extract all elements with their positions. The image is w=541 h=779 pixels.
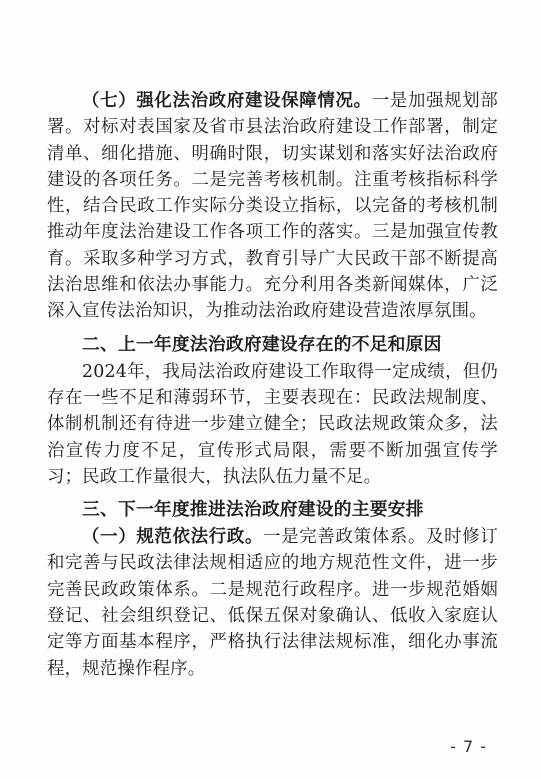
paragraph-lead: （一）规范依法行政。 [82, 527, 264, 548]
paragraph-guarantee [47, 88, 498, 325]
document-body [47, 88, 498, 682]
page-number: - 7 - [450, 737, 487, 756]
paragraph-text: 一是完善政策体系。及时修订和完善与民政法律法规相适应的地方规范性文件，进一步完善民政政策体系。二是规范行政程序。进一步规范婚姻登记、社会组织登记、低保五保对象确认、低收入家庭认定等方面基本程序，严格执行法律法规标准，细化办事流程，规范操作程序。 [47, 527, 498, 679]
paragraph-text: 一是加强规划部署。对标对表国家及省市县法治政府建设工作部署，制定清单、细化措施、明确时限，切实谋划和落实好法治政府建设的各项任务。二是完善考核机制。注重考核指标科学性，结合民政工作实际分类设立指标，以完备的考核机制推动年度法治建设工作各项工作的落实。三是加强宣传教育。采取多种学习方式，教育引导广大民政干部不断提高法治思维和依法办事能力。充分利用各类新闻媒体，广泛深入宣传法治知识，为推动法治政府建设营造浓厚氛围。 [47, 91, 498, 322]
section-heading: 三、下一年度推进法治政府建设的主要安排 [82, 499, 424, 521]
section-heading: 二、上一年度法治政府建设存在的不足和原因 [82, 333, 442, 355]
paragraph-lead: （七）强化法治政府建设保障情况。 [82, 91, 372, 111]
paragraph-plan [47, 524, 498, 682]
paragraph-shortcomings [47, 359, 498, 490]
paragraph-text: 2024年，我局法治政府建设工作取得一定成绩，但仍存在一些不足和薄弱环节，主要表现在：民政法规制度、体制机制还有待进一步建立健全；民政法规政策众多，法治宣传力度不足，宣传形式局限，需要不断加强宣传学习；民政工作量很大，执法队伍力量不足。 [47, 361, 498, 487]
